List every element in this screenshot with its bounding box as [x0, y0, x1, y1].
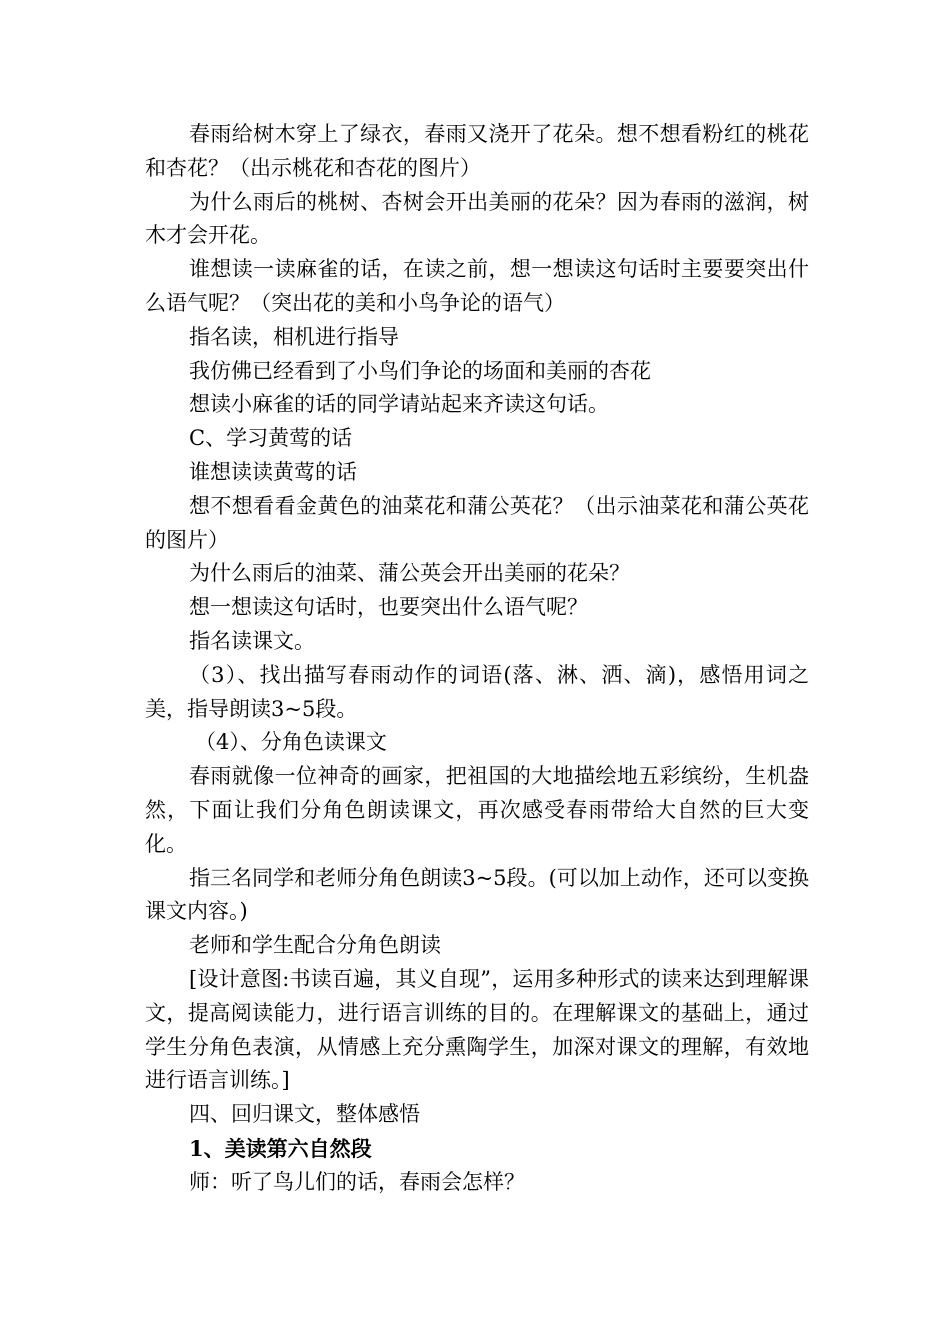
- paragraph-7: C、学习黄莺的话: [189, 426, 353, 451]
- paragraph-13: （3）、找出描写春雨动作的词语(落、淋、洒、滴)，感悟用词之美，指导朗读3~5段。: [145, 662, 809, 721]
- section-heading-4: 四、回归课文，整体感悟: [189, 1102, 420, 1127]
- paragraph-17: 老师和学生配合分角色朗读: [189, 933, 441, 958]
- paragraph-5: 我仿佛已经看到了小鸟们争论的场面和美丽的杏花: [189, 358, 651, 383]
- paragraph-9: 想不想看看金黄色的油菜花和蒲公英花？（出示油菜花和蒲公英花的图片）: [145, 493, 809, 552]
- paragraph-14: （4）、分角色读课文: [195, 730, 387, 755]
- paragraph-4: 指名读，相机进行指导: [189, 324, 399, 349]
- design-intent-note: [设计意图:书读百遍，其义自现”，运用多种形式的读来达到理解课文，提高阅读能力，进行语言训练的目的。在理解课文的基础上，通过学生分角色表演，从情感上充分熏陶学生，加深对课文的理解，有效地进行语言训练。]: [145, 966, 809, 1093]
- paragraph-6: 想读小麻雀的话的同学请站起来齐读这句话。: [189, 392, 609, 417]
- paragraph-1: 春雨给树木穿上了绿衣，春雨又浇开了花朵。想不想看粉红的桃花和杏花？（出示桃花和杏花的图片）: [145, 122, 809, 180]
- paragraph-16: 指三名同学和老师分角色朗读3~5段。(可以加上动作，还可以变换课文内容。): [145, 865, 809, 924]
- paragraph-10: 为什么雨后的油菜、蒲公英会开出美丽的花朵？: [189, 561, 630, 586]
- paragraph-8: 谁想读读黄莺的话: [189, 459, 357, 484]
- document-body: [145, 118, 809, 1200]
- paragraph-21: 师：听了鸟儿们的话，春雨会怎样？: [189, 1169, 525, 1194]
- paragraph-11: 想一想读这句话时，也要突出什么语气呢？: [189, 595, 588, 620]
- paragraph-12: 指名读课文。: [189, 628, 315, 653]
- paragraph-2: 为什么雨后的桃树、杏树会开出美丽的花朵？因为春雨的滋润，树木才会开花。: [145, 189, 809, 248]
- paragraph-3: 谁想读一读麻雀的话，在读之前，想一想读这句话时主要要突出什么语气呢？（突出花的美和小鸟争论的语气）: [145, 257, 809, 315]
- paragraph-15: 春雨就像一位神奇的画家，把祖国的大地描绘地五彩缤纷，生机盎然，下面让我们分角色朗读课文，再次感受春雨带给大自然的巨大变化。: [145, 764, 809, 856]
- subheading-1: 1、美读第六自然段: [189, 1135, 372, 1161]
